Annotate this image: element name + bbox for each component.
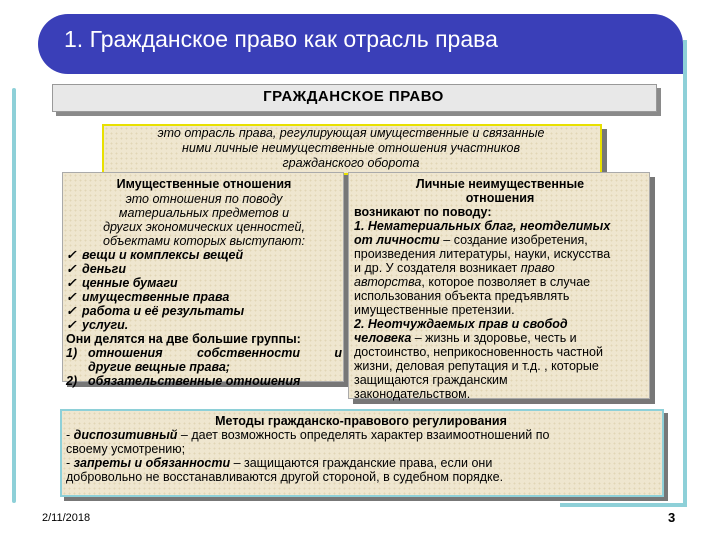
- slide-title: 1. Гражданское право как отрасль права: [64, 26, 498, 52]
- definition-line: ними личные неимущественные отношения участников: [181, 141, 520, 155]
- check-icon: ✓: [66, 304, 77, 318]
- personal-heading: отношения: [465, 191, 535, 205]
- personal-text: произведения литературы, науки, искусства: [354, 247, 611, 261]
- method-item-continued: своему усмотрению;: [66, 442, 186, 456]
- main-header-text: ГРАЖДАНСКОЕ ПРАВО: [263, 88, 444, 105]
- group-item: 2) обязательственные отношения: [66, 374, 301, 388]
- property-intro: объектами которых выступают:: [103, 234, 305, 248]
- list-item: ✓ вещи и комплексы вещей: [66, 248, 244, 262]
- list-item: ✓ работа и её результаты: [66, 304, 245, 318]
- frame-left-line: [12, 88, 16, 503]
- check-icon: ✓: [66, 276, 77, 290]
- personal-heading: Личные неимущественные: [415, 177, 585, 191]
- personal-text: защищаются гражданским: [354, 373, 508, 387]
- personal-point-title: 2. Неотчуждаемых прав и свобод: [354, 317, 568, 331]
- personal-text: от личности – создание изобретения,: [354, 233, 588, 247]
- personal-text: законодательством.: [354, 387, 471, 401]
- list-item: ✓ ценные бумаги: [66, 276, 178, 290]
- check-icon: ✓: [66, 318, 77, 332]
- property-intro: материальных предметов и: [118, 206, 290, 220]
- definition-line: гражданского оборота: [282, 156, 420, 170]
- methods-content: [66, 414, 656, 484]
- personal-relations-content: [354, 177, 646, 401]
- personal-text: имущественные претензии.: [354, 303, 515, 317]
- groups-intro: Они делятся на две большие группы:: [66, 332, 301, 346]
- property-heading: Имущественные отношения: [116, 177, 292, 191]
- personal-text: человека – жизнь и здоровье, честь и: [354, 331, 577, 345]
- methods-heading: Методы гражданско-правового регулирования: [215, 414, 507, 428]
- personal-text: достоинство, неприкосновенность частной: [354, 345, 603, 359]
- list-item: ✓ услуги.: [66, 318, 129, 332]
- property-intro: других экономических ценностей,: [103, 220, 305, 234]
- page-number: 3: [668, 510, 676, 525]
- property-relations-content: [66, 177, 342, 388]
- check-icon: ✓: [66, 290, 77, 304]
- personal-text: авторства, которое позволяет в случае: [354, 275, 591, 289]
- frame-right-line: [683, 40, 687, 505]
- method-item-continued: добровольно не восстанавливаются другой стороной, в судебном порядке.: [66, 470, 504, 484]
- definition-line: это отрасль права, регулирующая имущественные и связанные: [157, 126, 545, 140]
- personal-text: использования объекта предъявлять: [354, 289, 570, 303]
- frame-bottom-line: [560, 503, 687, 507]
- list-item: ✓ деньги: [66, 262, 126, 276]
- personal-text: и др. У создателя возникает право: [354, 261, 555, 275]
- personal-point-title: 1. Нематериальных благ, неотделимых: [354, 219, 611, 233]
- list-item: ✓ имущественные права: [66, 290, 230, 304]
- group-item-continued: другие вещные права;: [88, 360, 230, 374]
- property-intro: это отношения по поводу: [125, 192, 283, 206]
- method-item: - диспозитивный – дает возможность определять характер взаимоотношений по: [66, 428, 550, 442]
- check-icon: ✓: [66, 248, 77, 262]
- definition-text: [108, 126, 594, 171]
- method-item: - запреты и обязанности – защищаются гражданские права, если они: [66, 456, 493, 470]
- check-icon: ✓: [66, 262, 77, 276]
- footer-date: 2/11/2018: [42, 512, 91, 524]
- personal-arise: возникают по поводу:: [354, 205, 492, 219]
- group-item: 1) отношения собственности и: [66, 346, 342, 360]
- personal-text: жизни, деловая репутация и т.д. , которые: [354, 359, 599, 373]
